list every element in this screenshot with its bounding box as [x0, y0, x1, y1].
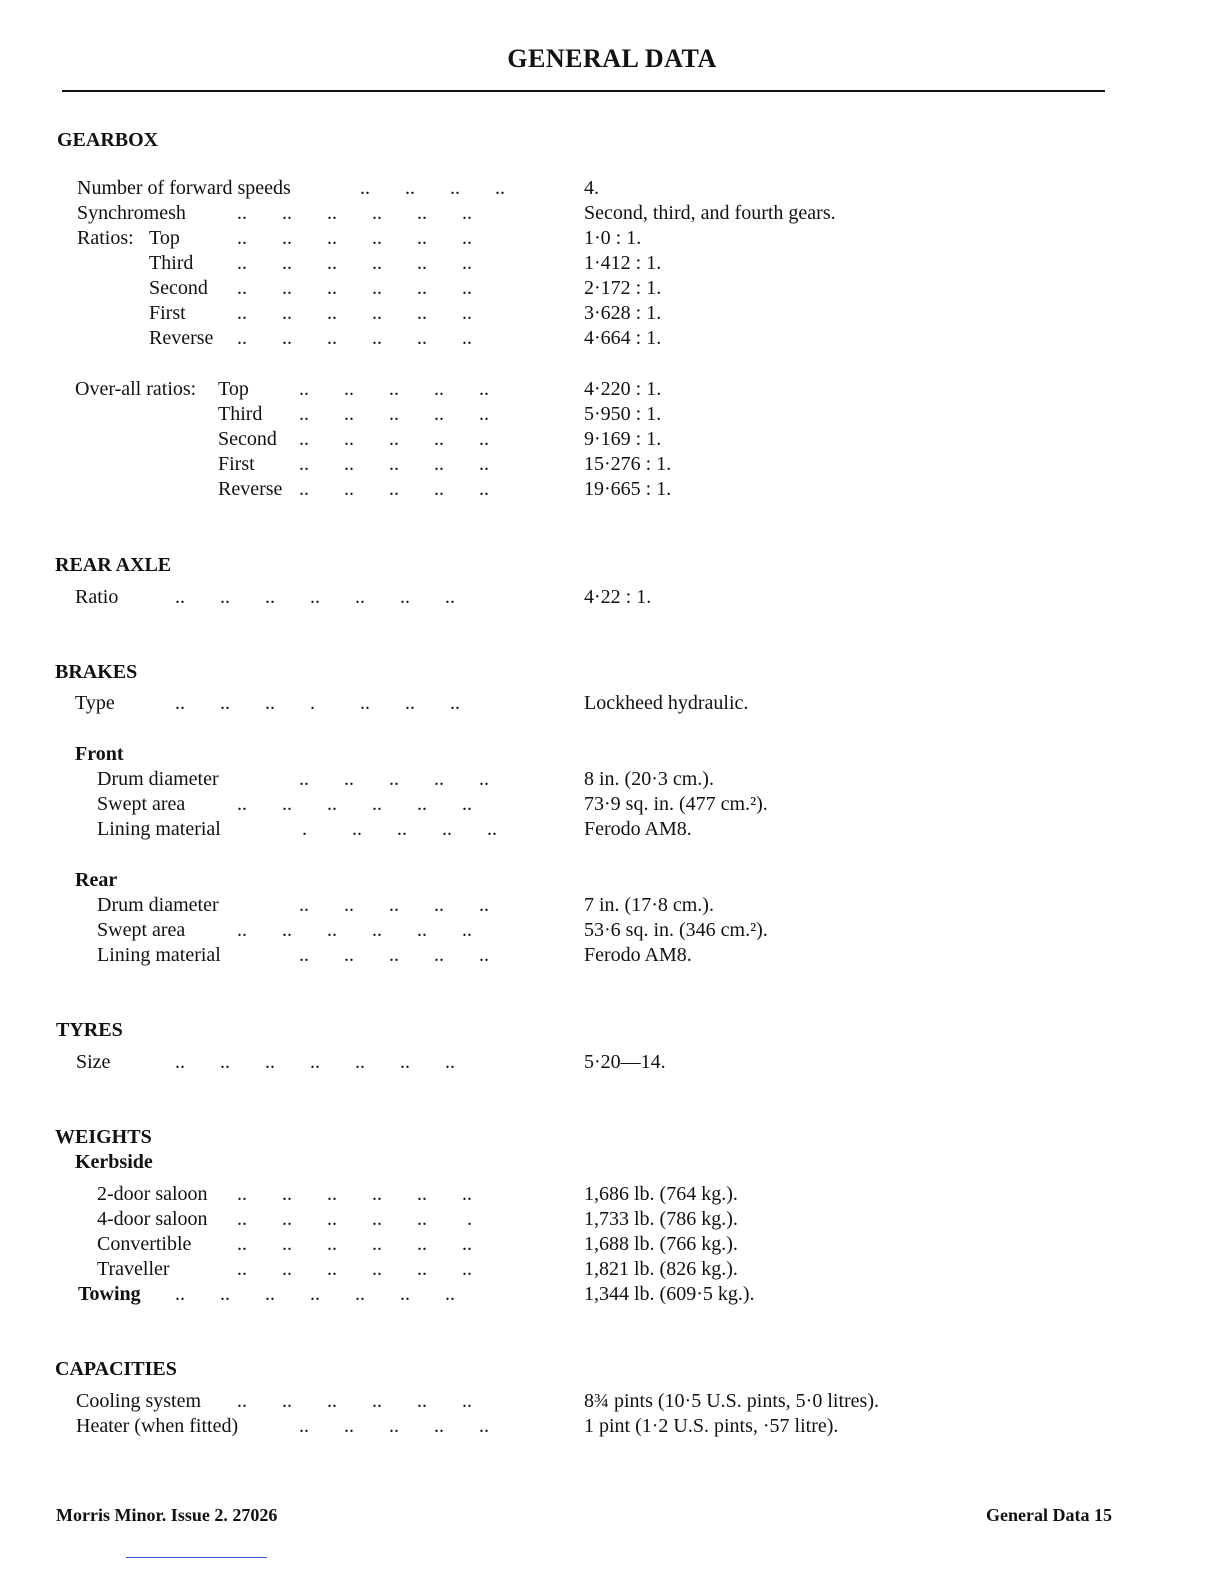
dot-leader: .. .. .. .. .. .. .. [175, 1283, 455, 1305]
brakes-front-heading: Front [75, 743, 124, 765]
weights-kerbside-heading: Kerbside [75, 1151, 153, 1173]
section-heading-brakes: BRAKES [55, 661, 138, 683]
rear-axle-ratio-label: Ratio [75, 586, 119, 608]
dot-leader: .. .. .. .. .. .. [237, 793, 472, 815]
front-drum-diameter-label: Drum diameter [97, 768, 219, 790]
weight-label-towing: Towing [78, 1283, 141, 1305]
rear-drum-diameter-value: 7 in. (17·8 cm.). [584, 894, 714, 916]
section-heading-rear-axle: REAR AXLE [55, 554, 172, 576]
footer-left: Morris Minor. Issue 2. 27026 [56, 1505, 278, 1525]
front-swept-area-value: 73·9 sq. in. (477 cm.²). [584, 793, 768, 815]
section-heading-weights: WEIGHTS [55, 1126, 152, 1148]
rear-drum-diameter-label: Drum diameter [97, 894, 219, 916]
overall-label-top: Top [218, 378, 249, 400]
section-heading-tyres: TYRES [56, 1019, 123, 1041]
front-drum-diameter-value: 8 in. (20·3 cm.). [584, 768, 714, 790]
overall-value-top: 4·220 : 1. [584, 378, 662, 400]
ratio-label-second: Second [149, 277, 208, 299]
ratio-value-third: 1·412 : 1. [584, 252, 662, 274]
overall-label-reverse: Reverse [218, 478, 283, 500]
dot-leader: .. .. .. .. .. [299, 1415, 489, 1437]
brakes-type-label: Type [75, 692, 115, 714]
overall-ratios-prefix: Over-all ratios: [75, 378, 197, 400]
dot-leader: .. .. .. .. .. .. [237, 302, 472, 324]
forward-speeds-value: 4. [584, 177, 599, 199]
dot-leader: .. .. .. .. .. .. [237, 1258, 472, 1280]
weight-value-4-door-saloon: 1,733 lb. (786 kg.). [584, 1208, 738, 1230]
rear-axle-ratio-value: 4·22 : 1. [584, 586, 652, 608]
footer-page-number: General Data 15 [986, 1505, 1112, 1525]
weight-label-traveller: Traveller [97, 1258, 170, 1280]
front-swept-area-label: Swept area [97, 793, 186, 815]
dot-leader: .. .. .. .. .. [299, 944, 489, 966]
dot-leader: .. .. .. . .. .. .. [175, 692, 460, 714]
scan-artifact-line [126, 1557, 267, 1558]
ratio-value-top: 1·0 : 1. [584, 227, 642, 249]
page-title: GENERAL DATA [507, 44, 717, 73]
dot-leader: .. .. .. .. .. .. .. [175, 586, 455, 608]
weight-label-2-door-saloon: 2-door saloon [97, 1183, 208, 1205]
dot-leader: .. .. .. .. .. .. [237, 202, 472, 224]
dot-leader: .. .. .. .. .. .. [237, 1183, 472, 1205]
dot-leader: .. .. .. .. .. .. [237, 277, 472, 299]
dot-leader: .. .. .. .. .. .. [237, 919, 472, 941]
dot-leader: .. .. .. .. [360, 177, 505, 199]
ratio-label-first: First [149, 302, 186, 324]
weight-value-2-door-saloon: 1,686 lb. (764 kg.). [584, 1183, 738, 1205]
rear-lining-material-label: Lining material [97, 944, 221, 966]
overall-value-second: 9·169 : 1. [584, 428, 662, 450]
overall-label-third: Third [218, 403, 263, 425]
dot-leader: .. .. .. .. .. .. [237, 327, 472, 349]
overall-value-reverse: 19·665 : 1. [584, 478, 672, 500]
overall-value-first: 15·276 : 1. [584, 453, 672, 475]
brakes-type-value: Lockheed hydraulic. [584, 692, 749, 714]
ratio-value-reverse: 4·664 : 1. [584, 327, 662, 349]
overall-label-first: First [218, 453, 255, 475]
weight-label-convertible: Convertible [97, 1233, 192, 1255]
weight-value-towing: 1,344 lb. (609·5 kg.). [584, 1283, 755, 1305]
cooling-system-label: Cooling system [76, 1390, 202, 1412]
dot-leader: .. .. .. .. .. .. [237, 227, 472, 249]
section-heading-gearbox: GEARBOX [57, 129, 159, 151]
front-lining-material-label: Lining material [97, 818, 221, 840]
weight-label-4-door-saloon: 4-door saloon [97, 1208, 208, 1230]
dot-leader: .. .. .. .. .. .. [237, 1390, 472, 1412]
section-heading-capacities: CAPACITIES [55, 1358, 177, 1380]
rear-lining-material-value: Ferodo AM8. [584, 944, 692, 966]
overall-value-third: 5·950 : 1. [584, 403, 662, 425]
title-rule [62, 90, 1105, 92]
rear-swept-area-label: Swept area [97, 919, 186, 941]
synchromesh-value: Second, third, and fourth gears. [584, 202, 836, 224]
dot-leader: .. .. .. .. .. . [237, 1208, 472, 1230]
dot-leader: .. .. .. .. .. [299, 403, 489, 425]
brakes-rear-heading: Rear [75, 869, 118, 891]
dot-leader: .. .. .. .. .. .. [237, 252, 472, 274]
cooling-system-value: 8¾ pints (10·5 U.S. pints, 5·0 litres). [584, 1390, 879, 1412]
ratio-label-third: Third [149, 252, 194, 274]
ratio-value-first: 3·628 : 1. [584, 302, 662, 324]
forward-speeds-label: Number of forward speeds [77, 177, 291, 199]
weight-value-convertible: 1,688 lb. (766 kg.). [584, 1233, 738, 1255]
ratio-label-top: Top [149, 227, 180, 249]
dot-leader: .. .. .. .. .. [299, 428, 489, 450]
heater-label: Heater (when fitted) [76, 1415, 239, 1437]
front-lining-material-value: Ferodo AM8. [584, 818, 692, 840]
dot-leader: .. .. .. .. .. [299, 453, 489, 475]
tyre-size-label: Size [76, 1051, 111, 1073]
tyre-size-value: 5·20—14. [584, 1051, 666, 1073]
overall-label-second: Second [218, 428, 277, 450]
synchromesh-label: Synchromesh [77, 202, 186, 224]
dot-leader: .. .. .. .. .. [299, 894, 489, 916]
dot-leader: .. .. .. .. .. [299, 378, 489, 400]
dot-leader: .. .. .. .. .. .. .. [175, 1051, 455, 1073]
ratio-value-second: 2·172 : 1. [584, 277, 662, 299]
dot-leader: .. .. .. .. .. [299, 768, 489, 790]
heater-value: 1 pint (1·2 U.S. pints, ·57 litre). [584, 1415, 839, 1437]
dot-leader: . .. .. .. .. [302, 818, 497, 840]
weight-value-traveller: 1,821 lb. (826 kg.). [584, 1258, 738, 1280]
dot-leader: .. .. .. .. .. [299, 478, 489, 500]
dot-leader: .. .. .. .. .. .. [237, 1233, 472, 1255]
rear-swept-area-value: 53·6 sq. in. (346 cm.²). [584, 919, 768, 941]
ratio-label-reverse: Reverse [149, 327, 214, 349]
ratios-prefix: Ratios: [77, 227, 134, 249]
